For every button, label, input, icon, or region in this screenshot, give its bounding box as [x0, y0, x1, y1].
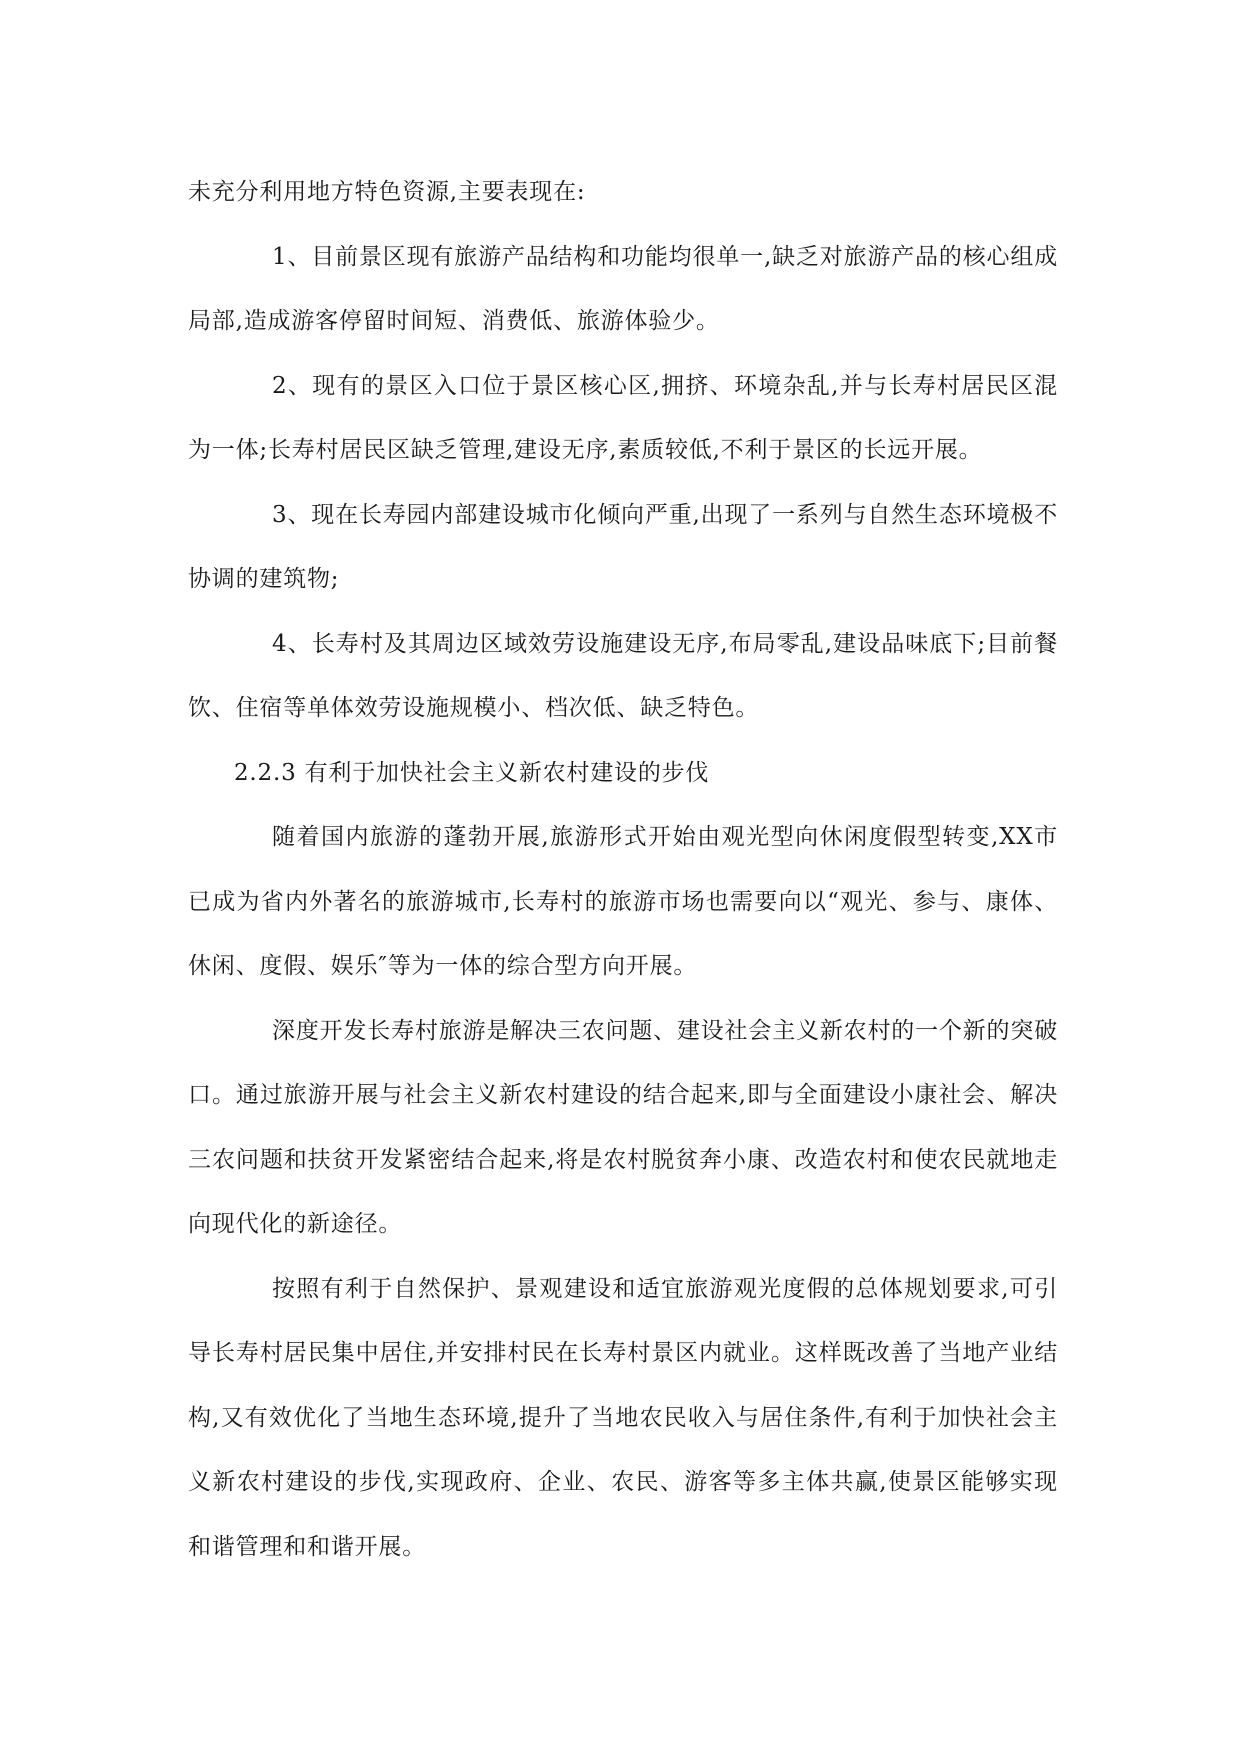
- list-item-4: 4、长寿村及其周边区域效劳设施建设无序,布局零乱,建设品味底下;目前餐饮、住宿等单体效劳设施规模小、档次低、缺乏特色。: [188, 630, 1058, 721]
- body-paragraph-3: 按照有利于自然保护、景观建设和适宜旅游观光度假的总体规划要求,可引导长寿村居民集中居住,并安排村民在长寿村景区内就业。这样既改善了当地产业结构,又有效优化了当地生态环境,提升了当地农民收入与居住条件,有利于加快社会主义新农村建设的步伐,实现政府、企业、农民、游客等多主体共赢,使景区能够实现和谐管理和和谐开展。: [188, 1275, 1058, 1560]
- document-body: [188, 160, 1058, 1579]
- list-item-2: 2、现有的景区入口位于景区核心区,拥挤、环境杂乱,并与长寿村居民区混为一体;长寿村居民区缺乏管理,建设无序,素质较低,不利于景区的长远开展。: [188, 372, 1058, 463]
- list-item-1: 1、目前景区现有旅游产品结构和功能均很单一,缺乏对旅游产品的核心组成局部,造成游客停留时间短、消费低、旅游体验少。: [188, 243, 1058, 334]
- body-paragraph-1: 随着国内旅游的蓬勃开展,旅游形式开始由观光型向休闲度假型转变,XX市已成为省内外著名的旅游城市,长寿村的旅游市场也需要向以“观光、参与、康体、休闲、度假、娱乐″等为一体的综合型方向开展。: [188, 824, 1058, 979]
- list-item-3: 3、现在长寿园内部建设城市化倾向严重,出现了一系列与自然生态环境极不协调的建筑物;: [188, 501, 1058, 592]
- intro-paragraph: 未充分利用地方特色资源,主要表现在:: [188, 179, 586, 205]
- body-paragraph-2: 深度开发长寿村旅游是解决三农问题、建设社会主义新农村的一个新的突破口。通过旅游开展与社会主义新农村建设的结合起来,即与全面建设小康社会、解决三农问题和扶贫开发紧密结合起来,将是农村脱贫奔小康、改造农村和使农民就地走向现代化的新途径。: [188, 1017, 1058, 1237]
- section-heading: 2.2.3 有利于加快社会主义新农村建设的步伐: [234, 759, 710, 786]
